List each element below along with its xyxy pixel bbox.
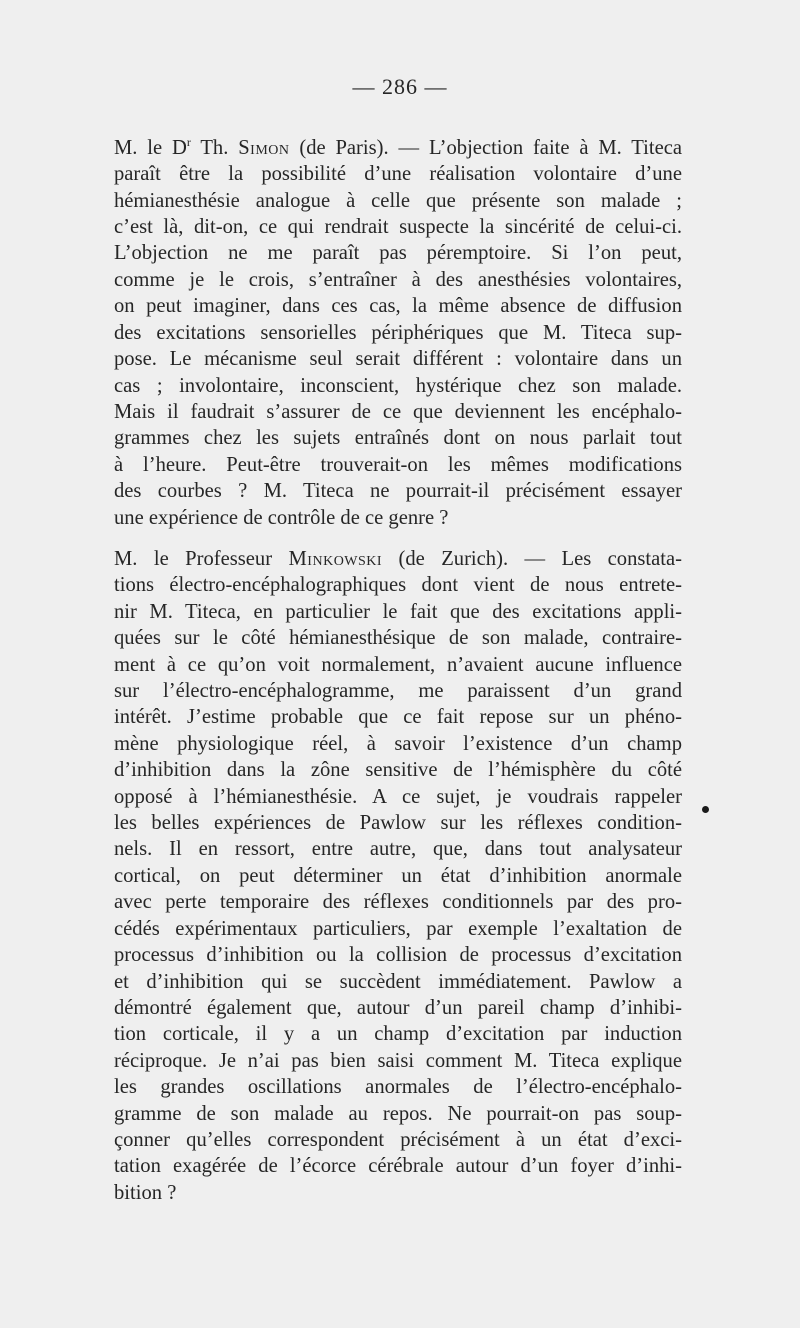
text-line: avec perte temporaire des réflexes conditionnels par des pro- — [114, 891, 682, 914]
ink-spot — [702, 806, 709, 813]
text-line: nir M. Titeca, en particulier le fait que des excitations appli- — [114, 600, 682, 623]
speaker-origin: (de Zurich). — — [382, 548, 562, 570]
speaker-prefix: M. le Professeur — [114, 548, 289, 570]
page-number: — 286 — — [352, 74, 448, 99]
text-line: pose. Le mécanisme seul serait différent : volontaire dans un — [114, 348, 682, 371]
text-line: démontré également que, autour d’un pareil champ d’inhibi- — [114, 996, 682, 1019]
text-line-content: Les constata- — [561, 548, 682, 570]
text-line: intérêt. J’estime probable que ce fait repose sur un phéno- — [114, 706, 682, 729]
speaker-name: Simon — [238, 136, 290, 159]
text-line: tion corticale, il y a un champ d’excitation par induction — [114, 1023, 682, 1046]
paragraph-minkowski — [114, 546, 682, 1206]
text-line: à l’heure. Peut-être trouverait-on les mêmes modifications — [114, 453, 682, 476]
text-line: paraît être la possibilité d’une réalisation volontaire d’une — [114, 163, 682, 186]
speaker-origin: (de Paris). — — [289, 136, 429, 159]
paragraph-simon — [114, 129, 682, 531]
text-line: comme je le crois, s’entraîner à des anesthésies volontaires, — [114, 268, 682, 291]
text-line: hémianesthésie analogue à celle que présente son malade ; — [114, 189, 682, 212]
text-line: L’objection ne me paraît pas péremptoire. Si l’on peut, — [114, 242, 682, 265]
text-line: tions électro-encéphalographiques dont vient de nous entrete- — [114, 574, 682, 597]
text-line: et d’inhibition qui se succèdent immédiatement. Pawlow a — [114, 970, 682, 993]
text-line: cédés expérimentaux particuliers, par exemple l’exaltation de — [114, 917, 682, 940]
text-line: les belles expériences de Pawlow sur les réflexes condition- — [114, 812, 682, 835]
text-line: réciproque. Je n’ai pas bien saisi comment M. Titeca explique — [114, 1049, 682, 1072]
text-line: grammes chez les sujets entraînés dont on nous parlait tout — [114, 427, 682, 450]
text-line-content: L’objection faite à M. Titeca — [428, 136, 682, 159]
text-line: sur l’électro-encéphalogramme, me paraissent d’un grand — [114, 680, 682, 703]
speaker-title-superscript: r — [186, 135, 191, 149]
text-line: çonner qu’elles correspondent précisément à un état d’exci- — [114, 1128, 682, 1151]
speaker-prefix: M. le D — [114, 136, 187, 159]
text-line: des courbes ? M. Titeca ne pourrait-il précisément essayer — [114, 480, 682, 503]
text-line: quées sur le côté hémianesthésique de son malade, contraire- — [114, 627, 682, 650]
text-line: nels. Il en ressort, entre autre, que, dans tout analysateur — [114, 838, 682, 861]
text-line: mène physiologique réel, à savoir l’existence d’un champ — [114, 732, 682, 755]
text-line: opposé à l’hémianesthésie. A ce sujet, je voudrais rappeler — [114, 785, 682, 808]
text-line: processus d’inhibition ou la collision de processus d’excitation — [114, 944, 682, 967]
text-line: gramme de son malade au repos. Ne pourrait-on pas soup- — [114, 1102, 682, 1125]
text-line: c’est là, dit-on, ce qui rendrait suspecte la sincérité de celui-ci. — [114, 216, 682, 239]
text-line: on peut imaginer, dans ces cas, la même absence de diffusion — [114, 295, 682, 318]
speaker-name-pre: Th. — [190, 136, 239, 159]
text-line: bition ? — [114, 1181, 177, 1204]
text-line: cas ; involontaire, inconscient, hystérique chez son malade. — [114, 374, 682, 397]
text-line — [114, 546, 682, 572]
text-line: tation exagérée de l’écorce cérébrale autour d’un foyer d’inhi- — [114, 1155, 682, 1178]
text-line: une expérience de contrôle de ce genre ? — [114, 506, 449, 529]
text-line: Mais il faudrait s’assurer de ce que deviennent les encéphalo- — [114, 400, 682, 423]
text-line: cortical, on peut déterminer un état d’inhibition anormale — [114, 864, 682, 887]
text-line: ment à ce qu’on voit normalement, n’avaient aucune influence — [114, 653, 682, 676]
text-line — [114, 129, 682, 161]
text-line: les grandes oscillations anormales de l’électro-encéphalo- — [114, 1076, 682, 1099]
text-line: d’inhibition dans la zône sensitive de l’hémisphère du côté — [114, 759, 682, 782]
speaker-name: Minkowski — [288, 548, 383, 570]
text-line: des excitations sensorielles périphériques que M. Titeca sup- — [114, 321, 682, 344]
